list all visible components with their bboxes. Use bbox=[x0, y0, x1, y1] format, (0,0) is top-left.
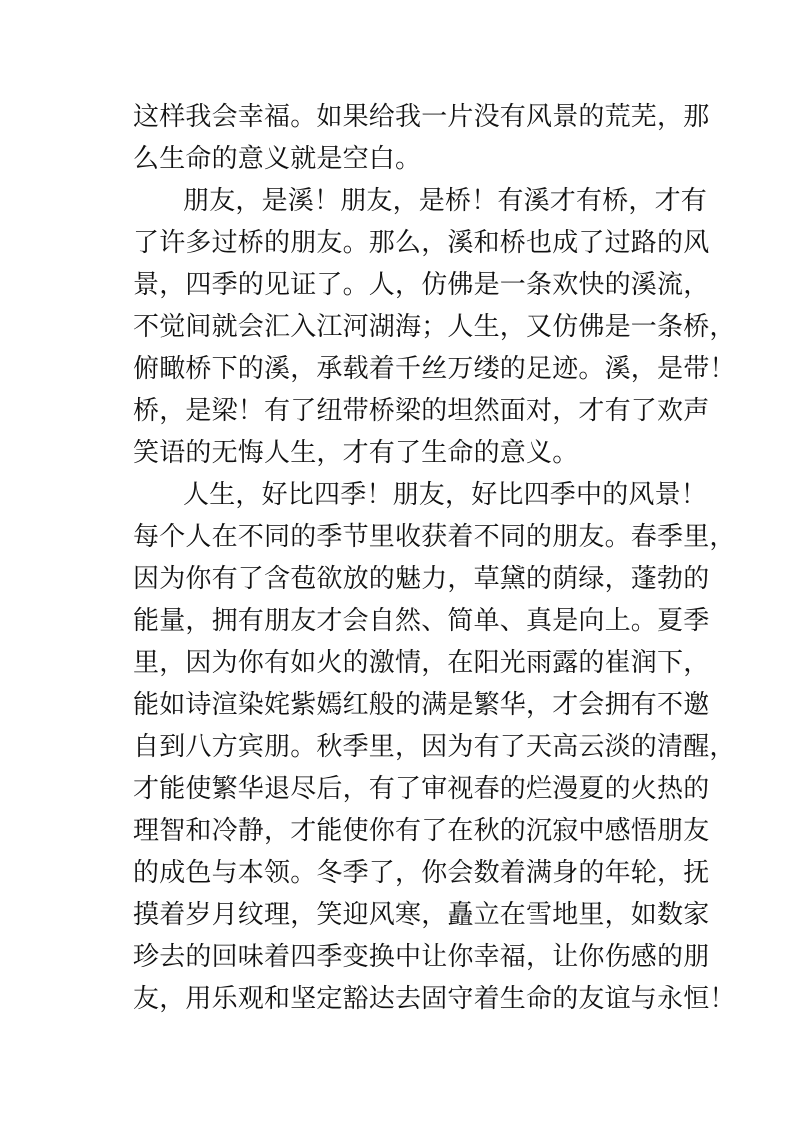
text-line: 笑语的无悔人生，才有了生命的意义。 bbox=[133, 438, 579, 468]
text-line: 每个人在不同的季节里收获着不同的朋友。春季里， bbox=[133, 522, 736, 552]
paragraph-start-line: 朋友，是溪！朋友，是桥！有溪才有桥，才有 bbox=[183, 186, 708, 216]
text-line: 里，因为你有如火的激情，在阳光雨露的崔润下， bbox=[133, 648, 710, 678]
paragraph-start-line: 人生，好比四季！朋友，好比四季中的风景！ bbox=[183, 480, 708, 510]
text-line: 自到八方宾朋。秋季里，因为有了天高云淡的清醒， bbox=[133, 732, 736, 762]
text-line: 才能使繁华退尽后，有了审视春的烂漫夏的火热的 bbox=[133, 774, 710, 804]
text-line: 摸着岁月纹理，笑迎风寒，矗立在雪地里，如数家 bbox=[133, 900, 710, 930]
text-line: 能量，拥有朋友才会自然、简单、真是向上。夏季 bbox=[133, 606, 710, 636]
text-line: 因为你有了含苞欲放的魅力，草黛的荫绿，蓬勃的 bbox=[133, 564, 710, 594]
text-line: 景，四季的见证了。人，仿佛是一条欢快的溪流， bbox=[133, 270, 710, 300]
text-line: 不觉间就会汇入江河湖海；人生，又仿佛是一条桥， bbox=[133, 312, 736, 342]
text-line: 么生命的意义就是空白。 bbox=[133, 144, 422, 174]
text-line: 理智和冷静，才能使你有了在秋的沉寂中感悟朋友 bbox=[133, 816, 710, 846]
text-line: 的成色与本领。冬季了，你会数着满身的年轮，抚 bbox=[133, 858, 710, 888]
text-line: 这样我会幸福。如果给我一片没有风景的荒芜，那 bbox=[133, 102, 710, 132]
text-line: 了许多过桥的朋友。那么，溪和桥也成了过路的风 bbox=[133, 228, 710, 258]
body-text bbox=[133, 96, 736, 1020]
text-line: 桥，是梁！有了纽带桥梁的坦然面对，才有了欢声 bbox=[133, 396, 710, 426]
text-line: 珍去的回味着四季变换中让你幸福，让你伤感的朋 bbox=[133, 942, 710, 972]
text-line: 友，用乐观和坚定豁达去固守着生命的友谊与永恒！ bbox=[133, 984, 736, 1014]
text-line: 能如诗渲染姹紫嫣红般的满是繁华，才会拥有不邀 bbox=[133, 690, 710, 720]
text-line: 俯瞰桥下的溪，承载着千丝万缕的足迹。溪，是带！ bbox=[133, 354, 736, 384]
